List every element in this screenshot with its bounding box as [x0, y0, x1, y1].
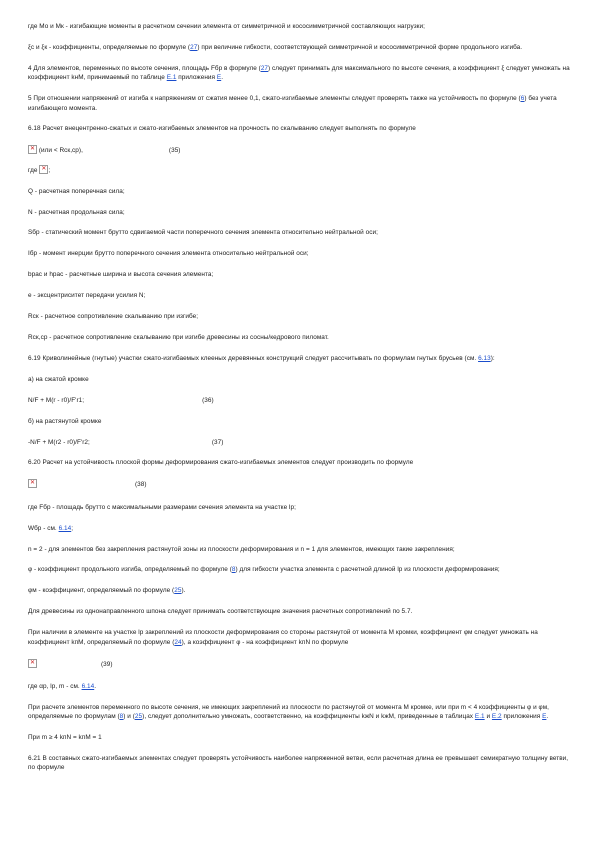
text: Wбр - см. [28, 524, 59, 532]
text: приложения [176, 74, 217, 82]
paragraph [28, 43, 573, 52]
broken-image-icon [39, 165, 51, 174]
link-appendix-e[interactable]: Е [542, 713, 547, 721]
text: n = 2 - для элементов без закрепления растянутой зоны из плоскости деформирования и n = 1 для элементов, имеющих такие закрепления; [28, 545, 455, 553]
text: а) на сжатой кромке [28, 375, 89, 383]
text: При расчете элементов переменного по высоте сечения, не имеющих закреплений из плоскости по растянутой от момента M кромке, или при m < 4 коэффициенты φ и φм, определяемые по формулам ( [28, 703, 549, 721]
text: ): [490, 354, 495, 362]
link-formula-24[interactable]: 24 [174, 638, 182, 646]
paragraph [28, 375, 573, 384]
text: 6.21 В составных сжато-изгибаемых элементах следует проверять устойчивость наиболее напряженной ветви, если расчетная длина ее превышает семикратную толщину ветви, по формуле [28, 755, 569, 772]
text: 5 При отношении напряжений от изгиба к напряжениям от сжатия менее 0,1, сжато-изгибаемые элементы следует проверять также на устойчивость по формуле ( [28, 95, 521, 103]
text: N/F + M(r - r0)/F'r1; [28, 396, 85, 404]
paragraph [28, 682, 573, 691]
text: bрас и hрас - расчетные ширина и высота сечения элемента; [28, 271, 214, 279]
broken-image-icon [28, 479, 37, 488]
text: Q - расчетная поперечная сила; [28, 187, 125, 195]
definition [28, 312, 573, 321]
text: . [221, 74, 224, 82]
broken-image-icon [28, 659, 37, 668]
text: 4 Для элементов, переменных по высоте сечения, площадь Fбр в формуле ( [28, 64, 261, 72]
text: ; [48, 166, 51, 174]
link-table-e1[interactable]: Е.1 [474, 713, 485, 721]
formula-39 [28, 659, 573, 669]
paragraph [28, 417, 573, 426]
link-formula-25[interactable]: 25 [174, 587, 182, 595]
text: ). [181, 587, 186, 595]
text: б) на растянутой кромке [28, 417, 102, 425]
text: ; [71, 524, 74, 532]
text: 6.18 Расчет внецентренно-сжатых и сжато-изгибаемых элементов на прочность по скалыванию следует выполнять по формуле [28, 125, 416, 133]
link-formula-27[interactable]: 27 [190, 43, 198, 51]
text: При наличии в элементе на участке lр закреплений из плоскости деформирования со стороны растянутой от момента M кромки, коэффициент φм следует умножать на коэффициент kпМ, определяемый по формуле ( [28, 629, 538, 646]
formula-38 [28, 479, 573, 489]
paragraph [28, 165, 573, 175]
link-section-6-13[interactable]: 6.13 [478, 354, 491, 362]
text: . [94, 682, 97, 690]
definition [28, 270, 573, 279]
text: Для древесины из однонаправленного шпона следует принимать соответствующие значения расчетных сопротивлений по 5.7. [28, 608, 413, 616]
paragraph [28, 22, 573, 31]
link-formula-27[interactable]: 27 [260, 64, 269, 72]
text: -N/F + M(r2 - r0)/F'r2; [28, 438, 90, 446]
paragraph [28, 458, 573, 467]
definition [28, 291, 573, 300]
link-section-6-14[interactable]: 6.14 [58, 524, 72, 532]
paragraph [28, 754, 573, 773]
text: . [546, 713, 549, 721]
text: и [484, 713, 492, 721]
link-formula-8[interactable]: 8 [119, 713, 124, 721]
definition [28, 187, 573, 196]
link-appendix-e[interactable]: Е [216, 74, 222, 82]
text: ) без учета изгибающего момента. [28, 95, 557, 112]
text: ) для гибкости участка элемента с расчетной длиной lр из плоскости деформирования; [235, 566, 500, 574]
text: где Мо и Мк - изгибающие моменты в расчетном сечении элемента от симметричной и кососимметричной составляющих нагрузки; [28, 23, 425, 30]
text: ) следует принимать для максимального по высоте сечения, а коэффициент ξ следует умножать на коэффициент kнМ, принимаемый по таблице [28, 64, 570, 82]
text: где [28, 166, 38, 174]
link-formula-8[interactable]: 8 [231, 566, 236, 574]
definition [28, 228, 573, 237]
definition [28, 249, 573, 258]
link-section-6-14[interactable]: 6.14 [81, 682, 95, 690]
paragraph [28, 503, 573, 512]
text: ξс и ξк - коэффициенты, определяемые по формуле ( [28, 43, 191, 51]
text: N - расчетная продольная сила; [28, 208, 125, 216]
link-table-e2[interactable]: Е.2 [491, 713, 502, 721]
paragraph [28, 628, 573, 647]
equation-number: (38) [135, 481, 147, 489]
paragraph [28, 607, 573, 616]
text: (или < Rск,ср), [38, 147, 83, 155]
text: φм - коэффициент, определяемый по формуле ( [28, 587, 175, 595]
formula-37 [28, 438, 573, 447]
paragraph [28, 733, 573, 742]
text: приложения [501, 713, 543, 721]
link-formula-25[interactable]: 25 [134, 713, 143, 721]
document-page [28, 22, 573, 784]
text: ), а коэффициент φ - на коэффициент kпN по формуле [181, 638, 349, 646]
paragraph [28, 545, 573, 554]
paragraph [28, 565, 573, 574]
text: где Fбр - площадь брутто с максимальными размерами сечения элемента на участке lр; [28, 503, 296, 511]
formula-36 [28, 396, 573, 405]
definition [28, 333, 573, 342]
text: где αр, lр, m - см. [28, 682, 82, 690]
paragraph [28, 586, 573, 595]
broken-image-icon [28, 145, 37, 154]
text: 6.20 Расчет на устойчивость плоской формы деформирования сжато-изгибаемых элементов следует производить по формуле [28, 459, 414, 467]
text: ), следует дополнительно умножать, соответственно, на коэффициенты kжN и kжМ, приведенные в таблицах [142, 713, 475, 721]
text: Iбр - момент инерции брутто поперечного сечения элемента относительно нейтральной оси; [28, 250, 309, 258]
text: Rск - расчетное сопротивление скалыванию при изгибе; [28, 313, 199, 321]
text: ) и ( [123, 713, 135, 721]
text: При m ≥ 4 kпN = kпМ = 1 [28, 734, 102, 742]
paragraph [28, 354, 573, 363]
link-formula-6[interactable]: 6 [520, 95, 525, 103]
text: ) при величине гибкости, соответствующей симметричной и кососимметричной форме продольного изгиба. [197, 43, 523, 51]
definition [28, 208, 573, 217]
formula-35 [28, 145, 573, 155]
equation-number: (36) [202, 396, 214, 404]
paragraph [28, 524, 573, 533]
text: 6.19 Криволинейные (гнутые) участки сжато-изгибаемых клееных деревянных конструкций следует рассчитывать по формулам гнутых брусьев (см. [28, 354, 479, 362]
link-table-e1[interactable]: Е.1 [166, 74, 177, 82]
text: Rск,ср - расчетное сопротивление скалыванию при изгибе древесины из сосны/кедрового пиломат. [28, 334, 329, 341]
paragraph [28, 64, 573, 83]
paragraph [28, 94, 573, 113]
equation-number: (35) [168, 147, 181, 155]
paragraph [28, 124, 573, 133]
equation-number: (37) [211, 438, 224, 446]
text: φ - коэффициент продольного изгиба, определяемый по формуле ( [28, 566, 232, 574]
equation-number: (39) [101, 660, 113, 668]
text: Sбр - статический момент брутто сдвигаемой части поперечного сечения элемента относительно нейтральной оси; [28, 229, 378, 237]
paragraph [28, 703, 573, 722]
text: e - эксцентриситет передачи усилия N; [28, 292, 146, 300]
